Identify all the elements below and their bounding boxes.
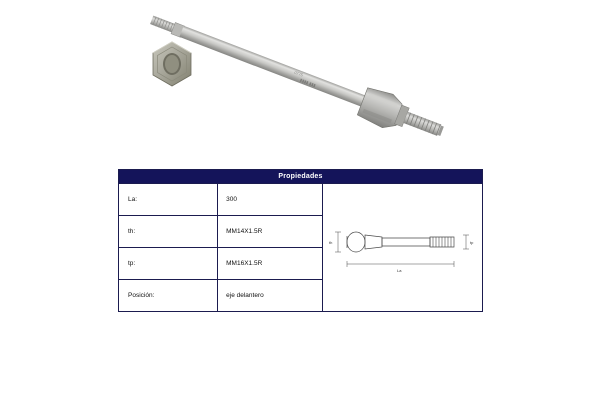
properties-table: [118, 169, 483, 312]
row-value-la: 300: [218, 184, 322, 216]
table-header-title: Propiedades: [119, 170, 483, 184]
row-value-tp: MM16X1.5R: [218, 248, 322, 280]
table-row: [119, 184, 483, 216]
row-label-tp: tp:: [119, 248, 218, 280]
row-label-posicion: Posición:: [119, 280, 218, 312]
row-value-posicion: eje delantero: [218, 280, 322, 312]
hex-nut-photo: [153, 42, 191, 86]
svg-text:▮▮▮▮ ▮▮▮: ▮▮▮▮ ▮▮▮: [299, 77, 317, 88]
dim-label-tp: tp: [470, 239, 474, 245]
row-label-la: La:: [119, 184, 218, 216]
dim-label-la: La: [397, 267, 402, 273]
row-label-th: th:: [119, 216, 218, 248]
table-header-row: [119, 170, 483, 184]
technical-drawing: [326, 192, 478, 304]
svg-text:0775: 0775: [293, 69, 304, 78]
product-photo: [0, 0, 600, 160]
dim-label-th: th: [329, 239, 333, 245]
technical-drawing-cell: [322, 184, 482, 312]
row-value-th: MM14X1.5R: [218, 216, 322, 248]
